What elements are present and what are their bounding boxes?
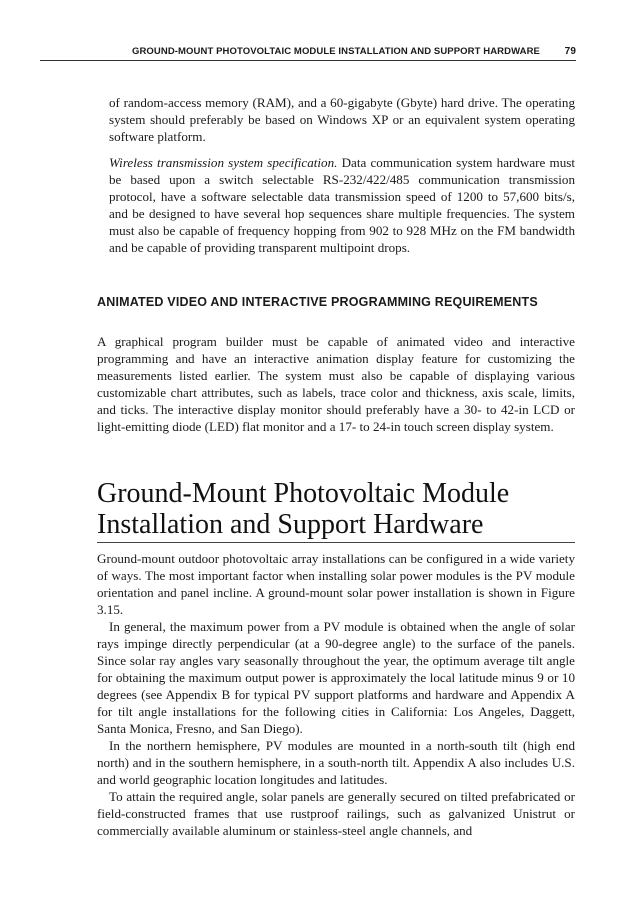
section-paragraph: In general, the maximum power from a PV module is obtained when the angle of solar rays impinge directly perpendicular (at a 90-degree angle) to the surface of the panels. Since solar ray angles vary seasonally throughout the year, the optimum average tilt angle for obtaining the maximum output power is approximately the local latitude minus 9 or 10 degrees (see Appendix B for typical PV support platforms and hardware and Appendix A for tilt angle installations for the following cities in California: Los Angeles, Daggett, Santa Monica, Fresno, and San Diego). bbox=[97, 619, 575, 736]
paragraph-continuation: of random-access memory (RAM), and a 60-gigabyte (Gbyte) hard drive. The operating system should preferably be based on Windows XP or an equivalent system operating software platform. bbox=[109, 95, 575, 144]
section-paragraph: Ground-mount outdoor photovoltaic array installations can be configured in a wide variety of ways. The most important factor when installing solar power modules is the PV module orientation and panel incline. A ground-mount solar power installation is shown in Figure 3.15. bbox=[97, 551, 575, 617]
running-header-title: GROUND-MOUNT PHOTOVOLTAIC MODULE INSTALLATION AND SUPPORT HARDWARE bbox=[131, 46, 540, 57]
paragraph-wireless-spec bbox=[109, 154, 575, 256]
section-body bbox=[97, 550, 575, 839]
subsection-heading: ANIMATED VIDEO AND INTERACTIVE PROGRAMMING REQUIREMENTS bbox=[97, 295, 538, 309]
paragraph-body: Data communication system hardware must be based upon a switch selectable RS-232/422/485 communication transmission protocol, have a software selectable data transmission speed of 1200 to 57,600 bits/s, and be designed to have several hop sequences share multiple frequencies. The system must also be capable of frequency hopping from 902 to 928 MHz on the FM bandwidth and be capable of providing transparent multipoint drops. bbox=[109, 155, 575, 255]
subsection-paragraph: A graphical program builder must be capable of animated video and interactive programming and have an interactive animation display feature for customizing the measurements listed earlier. The system must also be capable of displaying various customizable chart attributes, such as labels, trace color and thickness, axis scale, limits, and ticks. The interactive display monitor should preferably have a 30- to 42-in LCD or light-emitting diode (LED) flat monitor and a 17- to 24-in touch screen display system. bbox=[97, 334, 575, 434]
running-header bbox=[40, 44, 576, 61]
section-paragraph: In the northern hemisphere, PV modules are mounted in a north-south tilt (high end north) and in the southern hemisphere, in a south-north tilt. Appendix A also includes U.S. and world geographic location longitudes and latitudes. bbox=[97, 738, 575, 787]
page-number: 79 bbox=[564, 46, 576, 57]
paragraph-lead-in: Wireless transmission system specification. bbox=[109, 155, 338, 170]
section-title: Ground-Mount Photovoltaic Module Installation and Support Hardware bbox=[97, 478, 575, 543]
section-paragraph: To attain the required angle, solar panels are generally secured on tilted prefabricated or field-constructed frames that use rustproof railings, such as galvanized Unistrut or commercially available aluminum or stainless-steel angle channels, and bbox=[97, 789, 575, 838]
